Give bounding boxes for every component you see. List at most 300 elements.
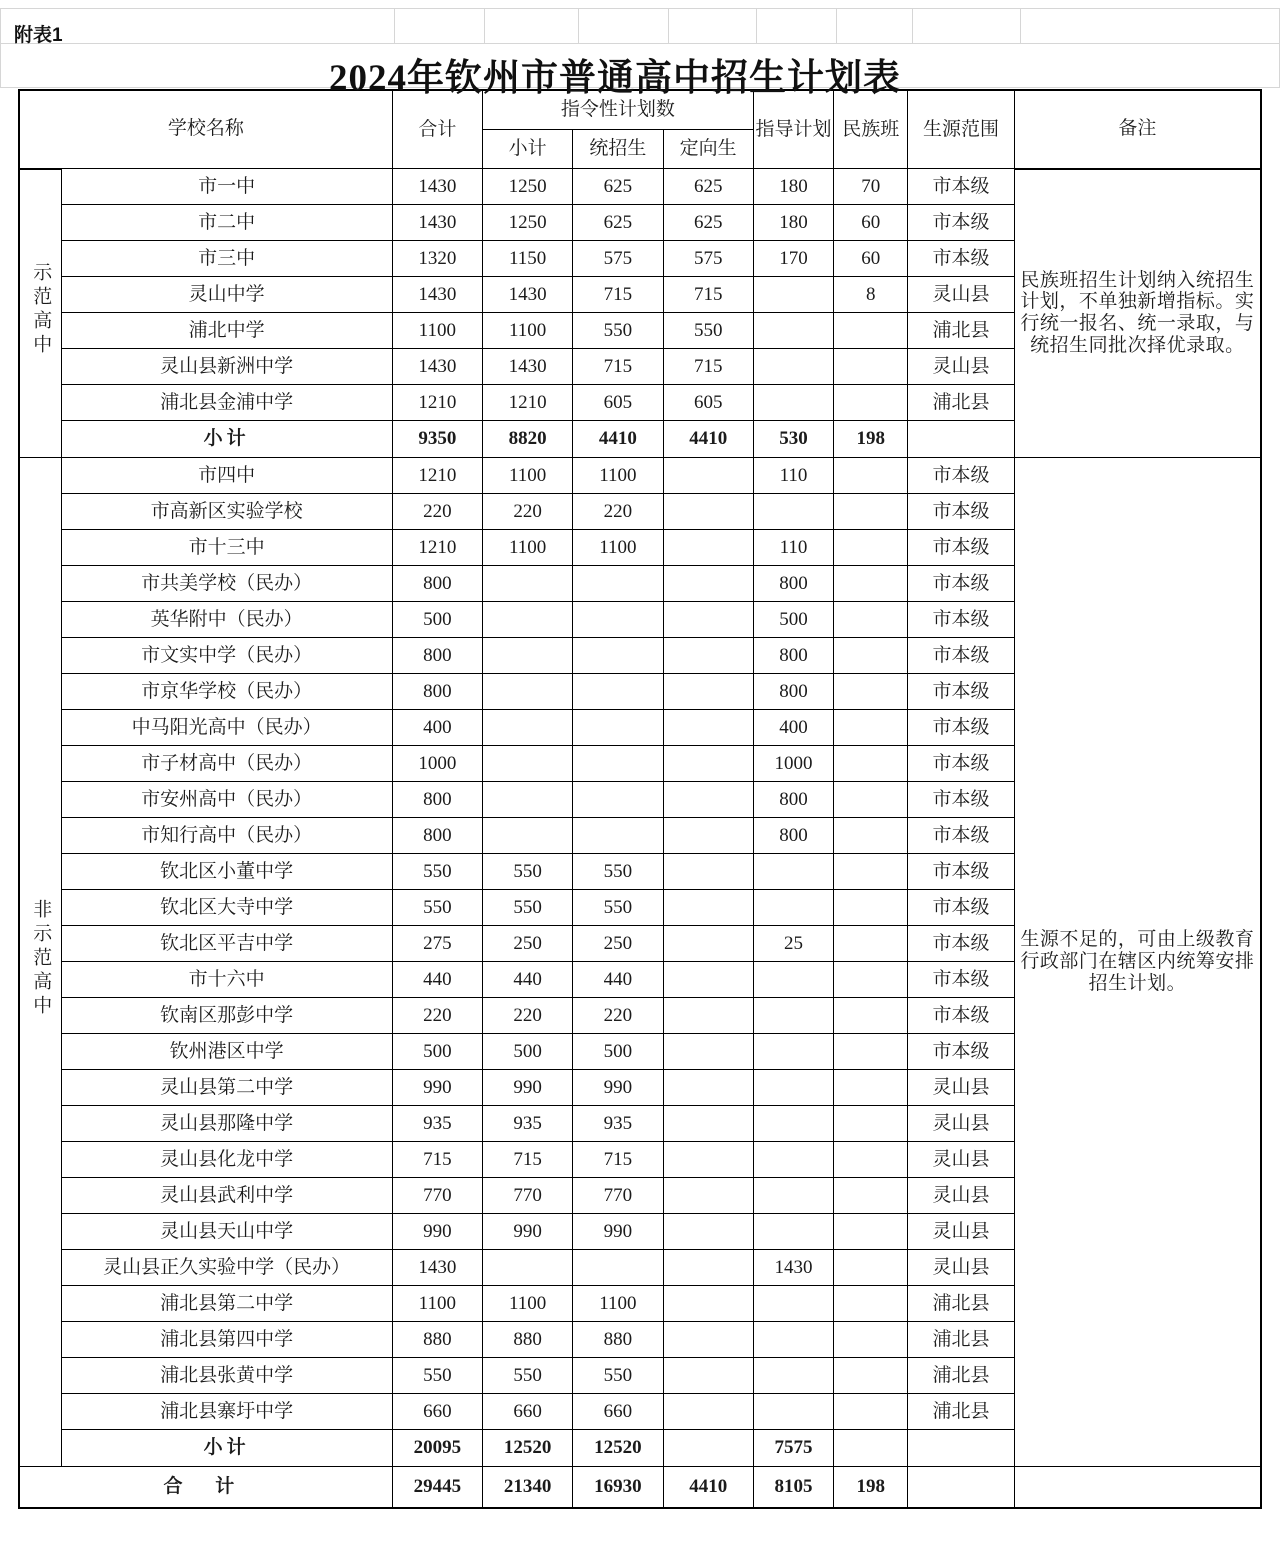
cell-total: 500 — [392, 1034, 482, 1070]
cell-ethnic — [834, 962, 908, 998]
header-unified: 统招生 — [573, 130, 663, 169]
cell-source-range: 市本级 — [908, 458, 1014, 494]
cell-total: 800 — [392, 674, 482, 710]
cell-sub — [482, 818, 572, 854]
cell-guidance — [753, 1142, 833, 1178]
cell-ethnic — [834, 782, 908, 818]
table-row — [19, 458, 1261, 494]
cell-subtotal-guidance: 7575 — [753, 1430, 833, 1467]
cell-directed: 605 — [663, 385, 753, 421]
cell-total: 1430 — [392, 1250, 482, 1286]
cell-unified — [573, 1250, 663, 1286]
cell-guidance — [753, 494, 833, 530]
cell-unified: 715 — [573, 349, 663, 385]
cell-subtotal-ethnic: 198 — [834, 421, 908, 458]
cell-school-name: 灵山县化龙中学 — [61, 1142, 392, 1178]
cell-guidance: 800 — [753, 782, 833, 818]
cell-guidance — [753, 1322, 833, 1358]
cell-ethnic — [834, 710, 908, 746]
cell-total: 770 — [392, 1178, 482, 1214]
cell-sub — [482, 782, 572, 818]
cell-ethnic: 8 — [834, 277, 908, 313]
header-mandatory-group: 指令性计划数 — [482, 90, 753, 130]
cell-unified: 1100 — [573, 458, 663, 494]
cell-directed — [663, 1358, 753, 1394]
cell-grand-total-total: 29445 — [392, 1467, 482, 1509]
cell-subtotal-guidance: 530 — [753, 421, 833, 458]
cell-sub: 715 — [482, 1142, 572, 1178]
cell-subtotal-sub: 8820 — [482, 421, 572, 458]
cell-sub: 220 — [482, 494, 572, 530]
cell-ethnic — [834, 530, 908, 566]
cell-directed — [663, 566, 753, 602]
cell-unified: 220 — [573, 998, 663, 1034]
cell-sub: 770 — [482, 1178, 572, 1214]
cell-school-name: 钦南区那彭中学 — [61, 998, 392, 1034]
cell-guidance: 500 — [753, 602, 833, 638]
cell-guidance: 1000 — [753, 746, 833, 782]
cell-subtotal-sub: 12520 — [482, 1430, 572, 1467]
header-directed: 定向生 — [663, 130, 753, 169]
cell-source-range: 浦北县 — [908, 1286, 1014, 1322]
cell-unified: 1100 — [573, 530, 663, 566]
cell-source-range: 灵山县 — [908, 349, 1014, 385]
cell-school-name: 市共美学校（民办） — [61, 566, 392, 602]
cell-source-range: 市本级 — [908, 205, 1014, 241]
cell-guidance — [753, 1358, 833, 1394]
cell-ethnic — [834, 1322, 908, 1358]
cell-unified — [573, 818, 663, 854]
header-remark: 备注 — [1014, 90, 1261, 169]
cell-guidance: 800 — [753, 818, 833, 854]
cell-source-range: 灵山县 — [908, 1250, 1014, 1286]
cell-source-range: 市本级 — [908, 638, 1014, 674]
section-label-text: 示范高中 — [30, 262, 52, 359]
cell-unified — [573, 782, 663, 818]
cell-total: 990 — [392, 1070, 482, 1106]
cell-school-name: 市四中 — [61, 458, 392, 494]
cell-guidance — [753, 962, 833, 998]
cell-sub: 250 — [482, 926, 572, 962]
cell-ethnic — [834, 1070, 908, 1106]
cell-ethnic — [834, 494, 908, 530]
cell-total: 220 — [392, 998, 482, 1034]
cell-directed — [663, 1034, 753, 1070]
cell-directed — [663, 530, 753, 566]
cell-sub — [482, 746, 572, 782]
cell-sub — [482, 638, 572, 674]
table-body — [19, 169, 1261, 1509]
cell-directed — [663, 854, 753, 890]
cell-sub: 550 — [482, 890, 572, 926]
cell-ethnic — [834, 998, 908, 1034]
cell-school-name: 灵山县第二中学 — [61, 1070, 392, 1106]
cell-total: 1430 — [392, 277, 482, 313]
cell-sub — [482, 566, 572, 602]
cell-sub: 1430 — [482, 349, 572, 385]
cell-subtotal-source-range — [908, 421, 1014, 458]
cell-school-name: 市高新区实验学校 — [61, 494, 392, 530]
cell-grand-total-unified: 16930 — [573, 1467, 663, 1509]
cell-guidance — [753, 1394, 833, 1430]
cell-unified: 440 — [573, 962, 663, 998]
cell-unified: 770 — [573, 1178, 663, 1214]
cell-total: 550 — [392, 890, 482, 926]
cell-sub — [482, 1250, 572, 1286]
cell-subtotal-directed: 4410 — [663, 421, 753, 458]
cell-school-name: 市二中 — [61, 205, 392, 241]
cell-ethnic — [834, 638, 908, 674]
cell-unified: 550 — [573, 854, 663, 890]
cell-directed — [663, 602, 753, 638]
cell-source-range: 市本级 — [908, 746, 1014, 782]
cell-directed — [663, 1322, 753, 1358]
cell-unified: 550 — [573, 313, 663, 349]
cell-guidance — [753, 1034, 833, 1070]
cell-grand-total-remark — [1014, 1467, 1261, 1509]
cell-source-range: 浦北县 — [908, 1358, 1014, 1394]
page-title: 2024年钦州市普通高中招生计划表 — [329, 58, 901, 99]
admission-plan-table — [18, 89, 1262, 1509]
cell-subtotal-unified: 4410 — [573, 421, 663, 458]
cell-total: 1100 — [392, 1286, 482, 1322]
cell-directed — [663, 998, 753, 1034]
cell-directed — [663, 494, 753, 530]
cell-guidance: 800 — [753, 566, 833, 602]
header-ethnic-class: 民族班 — [834, 90, 908, 169]
cell-grand-total-source-range — [908, 1467, 1014, 1509]
cell-school-name: 市十三中 — [61, 530, 392, 566]
cell-ethnic — [834, 458, 908, 494]
admission-plan-table-wrap — [18, 89, 1262, 1509]
cell-guidance — [753, 1106, 833, 1142]
cell-source-range: 灵山县 — [908, 1178, 1014, 1214]
cell-guidance — [753, 349, 833, 385]
cell-sub: 1250 — [482, 205, 572, 241]
cell-total: 500 — [392, 602, 482, 638]
cell-directed — [663, 962, 753, 998]
cell-source-range: 市本级 — [908, 818, 1014, 854]
cell-directed — [663, 746, 753, 782]
cell-total: 1100 — [392, 313, 482, 349]
cell-ethnic — [834, 1142, 908, 1178]
cell-directed — [663, 638, 753, 674]
cell-source-range: 市本级 — [908, 710, 1014, 746]
cell-ethnic — [834, 1178, 908, 1214]
cell-unified — [573, 746, 663, 782]
cell-sub: 500 — [482, 1034, 572, 1070]
cell-source-range: 市本级 — [908, 782, 1014, 818]
cell-directed — [663, 1070, 753, 1106]
cell-school-name: 灵山县那隆中学 — [61, 1106, 392, 1142]
cell-guidance — [753, 385, 833, 421]
cell-subtotal-ethnic — [834, 1430, 908, 1467]
cell-total: 1430 — [392, 205, 482, 241]
cell-school-name: 灵山中学 — [61, 277, 392, 313]
cell-source-range: 灵山县 — [908, 1070, 1014, 1106]
cell-directed: 625 — [663, 205, 753, 241]
cell-source-range: 市本级 — [908, 674, 1014, 710]
cell-source-range: 浦北县 — [908, 313, 1014, 349]
cell-sub: 1150 — [482, 241, 572, 277]
cell-directed — [663, 1394, 753, 1430]
cell-unified: 220 — [573, 494, 663, 530]
cell-directed: 550 — [663, 313, 753, 349]
remark-text: 民族班招生计划纳入统招生计划，不单独新增指标。实行统一报名、统一录取，与统招生同批次择优录取。 — [1020, 269, 1255, 357]
cell-sub — [482, 602, 572, 638]
cell-unified — [573, 602, 663, 638]
cell-ethnic — [834, 890, 908, 926]
cell-total: 1210 — [392, 458, 482, 494]
cell-directed: 715 — [663, 349, 753, 385]
cell-sub: 990 — [482, 1214, 572, 1250]
table-row — [19, 169, 1261, 205]
cell-total: 400 — [392, 710, 482, 746]
cell-school-name: 英华附中（民办） — [61, 602, 392, 638]
cell-ethnic: 70 — [834, 169, 908, 205]
cell-school-name: 钦北区大寺中学 — [61, 890, 392, 926]
cell-school-name: 钦北区平吉中学 — [61, 926, 392, 962]
header-total: 合计 — [392, 90, 482, 169]
cell-directed — [663, 1178, 753, 1214]
cell-guidance — [753, 854, 833, 890]
cell-unified: 935 — [573, 1106, 663, 1142]
cell-sub: 1430 — [482, 277, 572, 313]
cell-school-name: 浦北县张黄中学 — [61, 1358, 392, 1394]
cell-source-range: 市本级 — [908, 962, 1014, 998]
cell-total: 880 — [392, 1322, 482, 1358]
cell-directed — [663, 458, 753, 494]
cell-unified: 500 — [573, 1034, 663, 1070]
cell-total: 715 — [392, 1142, 482, 1178]
cell-ethnic — [834, 313, 908, 349]
cell-ethnic — [834, 602, 908, 638]
cell-directed — [663, 674, 753, 710]
cell-sub — [482, 710, 572, 746]
cell-ethnic — [834, 674, 908, 710]
cell-ethnic — [834, 926, 908, 962]
cell-sub: 1210 — [482, 385, 572, 421]
remark-text: 生源不足的，可由上级教育行政部门在辖区内统筹安排招生计划。 — [1020, 929, 1255, 994]
cell-unified: 1100 — [573, 1286, 663, 1322]
cell-guidance — [753, 1070, 833, 1106]
cell-ethnic — [834, 1214, 908, 1250]
cell-school-name: 市一中 — [61, 169, 392, 205]
cell-school-name: 市安州高中（民办） — [61, 782, 392, 818]
cell-school-name: 灵山县新洲中学 — [61, 349, 392, 385]
cell-unified: 715 — [573, 277, 663, 313]
cell-directed — [663, 926, 753, 962]
cell-source-range: 灵山县 — [908, 1214, 1014, 1250]
cell-guidance: 110 — [753, 458, 833, 494]
cell-school-name: 钦州港区中学 — [61, 1034, 392, 1070]
cell-guidance: 1430 — [753, 1250, 833, 1286]
header-guidance-plan: 指导计划 — [753, 90, 833, 169]
cell-ethnic — [834, 1034, 908, 1070]
cell-remark-section-1 — [1014, 169, 1261, 458]
cell-source-range: 市本级 — [908, 998, 1014, 1034]
cell-unified: 605 — [573, 385, 663, 421]
cell-school-name: 灵山县天山中学 — [61, 1214, 392, 1250]
header-source-range: 生源范围 — [908, 90, 1014, 169]
cell-directed — [663, 1214, 753, 1250]
cell-school-name: 浦北县第四中学 — [61, 1322, 392, 1358]
cell-subtotal-source-range — [908, 1430, 1014, 1467]
cell-total: 800 — [392, 818, 482, 854]
cell-directed: 625 — [663, 169, 753, 205]
cell-directed: 715 — [663, 277, 753, 313]
cell-sub — [482, 674, 572, 710]
cell-total: 800 — [392, 638, 482, 674]
cell-guidance — [753, 277, 833, 313]
cell-ethnic — [834, 818, 908, 854]
cell-directed — [663, 890, 753, 926]
cell-ethnic — [834, 566, 908, 602]
cell-total: 935 — [392, 1106, 482, 1142]
cell-sub: 550 — [482, 854, 572, 890]
cell-remark-section-2 — [1014, 458, 1261, 1467]
section-label-1 — [19, 169, 61, 458]
cell-unified — [573, 566, 663, 602]
cell-sub: 1250 — [482, 169, 572, 205]
cell-source-range: 市本级 — [908, 241, 1014, 277]
cell-source-range: 市本级 — [908, 926, 1014, 962]
cell-sub: 440 — [482, 962, 572, 998]
cell-guidance — [753, 1286, 833, 1322]
cell-ethnic: 60 — [834, 205, 908, 241]
cell-ethnic — [834, 1106, 908, 1142]
cell-school-name: 浦北县金浦中学 — [61, 385, 392, 421]
cell-ethnic — [834, 854, 908, 890]
cell-total: 660 — [392, 1394, 482, 1430]
cell-sub: 880 — [482, 1322, 572, 1358]
cell-unified: 990 — [573, 1070, 663, 1106]
cell-school-name: 市三中 — [61, 241, 392, 277]
cell-guidance: 180 — [753, 205, 833, 241]
cell-school-name: 市京华学校（民办） — [61, 674, 392, 710]
table-header — [19, 90, 1261, 169]
cell-source-range: 市本级 — [908, 169, 1014, 205]
cell-unified: 990 — [573, 1214, 663, 1250]
cell-total: 800 — [392, 782, 482, 818]
cell-source-range: 浦北县 — [908, 1394, 1014, 1430]
cell-school-name: 浦北县第二中学 — [61, 1286, 392, 1322]
cell-ethnic — [834, 1286, 908, 1322]
cell-directed — [663, 782, 753, 818]
cell-source-range: 市本级 — [908, 854, 1014, 890]
cell-unified: 660 — [573, 1394, 663, 1430]
cell-sub: 1100 — [482, 1286, 572, 1322]
cell-sub: 1100 — [482, 313, 572, 349]
cell-school-name: 灵山县正久实验中学（民办） — [61, 1250, 392, 1286]
cell-unified: 880 — [573, 1322, 663, 1358]
cell-school-name: 市知行高中（民办） — [61, 818, 392, 854]
cell-sub: 660 — [482, 1394, 572, 1430]
cell-guidance — [753, 890, 833, 926]
cell-subtotal-total: 20095 — [392, 1430, 482, 1467]
cell-source-range: 灵山县 — [908, 277, 1014, 313]
cell-source-range: 市本级 — [908, 602, 1014, 638]
cell-guidance: 25 — [753, 926, 833, 962]
cell-ethnic — [834, 746, 908, 782]
cell-total: 550 — [392, 854, 482, 890]
cell-ethnic — [834, 1250, 908, 1286]
cell-total: 1430 — [392, 169, 482, 205]
cell-school-name: 灵山县武利中学 — [61, 1178, 392, 1214]
cell-total: 1320 — [392, 241, 482, 277]
cell-total: 220 — [392, 494, 482, 530]
cell-total: 990 — [392, 1214, 482, 1250]
cell-guidance — [753, 1178, 833, 1214]
cell-source-range: 浦北县 — [908, 385, 1014, 421]
cell-ethnic — [834, 1358, 908, 1394]
cell-ethnic: 60 — [834, 241, 908, 277]
cell-guidance: 800 — [753, 674, 833, 710]
cell-subtotal-unified: 12520 — [573, 1430, 663, 1467]
cell-school-name: 浦北中学 — [61, 313, 392, 349]
cell-school-name: 市文实中学（民办） — [61, 638, 392, 674]
cell-ethnic — [834, 349, 908, 385]
cell-unified: 550 — [573, 1358, 663, 1394]
cell-total: 1000 — [392, 746, 482, 782]
cell-sub: 990 — [482, 1070, 572, 1106]
cell-sub: 220 — [482, 998, 572, 1034]
cell-sub: 935 — [482, 1106, 572, 1142]
table-grand-total-row — [19, 1467, 1261, 1509]
cell-guidance: 180 — [753, 169, 833, 205]
cell-source-range: 灵山县 — [908, 1106, 1014, 1142]
cell-source-range: 浦北县 — [908, 1322, 1014, 1358]
cell-source-range: 市本级 — [908, 890, 1014, 926]
section-label-2 — [19, 458, 61, 1467]
attachment-label: 附表1 — [14, 25, 63, 46]
cell-directed — [663, 1250, 753, 1286]
cell-source-range: 市本级 — [908, 566, 1014, 602]
cell-school-name: 浦北县寨圩中学 — [61, 1394, 392, 1430]
cell-unified — [573, 674, 663, 710]
cell-subtotal-label: 小计 — [61, 421, 392, 458]
cell-subtotal-directed — [663, 1430, 753, 1467]
cell-directed: 575 — [663, 241, 753, 277]
cell-grand-total-sub: 21340 — [482, 1467, 572, 1509]
cell-sub: 550 — [482, 1358, 572, 1394]
cell-source-range: 灵山县 — [908, 1142, 1014, 1178]
cell-unified: 715 — [573, 1142, 663, 1178]
cell-guidance — [753, 313, 833, 349]
cell-unified — [573, 710, 663, 746]
cell-unified — [573, 638, 663, 674]
cell-guidance — [753, 998, 833, 1034]
cell-total: 275 — [392, 926, 482, 962]
cell-subtotal-label: 小计 — [61, 1430, 392, 1467]
header-mandatory-subtotal: 小计 — [482, 130, 572, 169]
cell-unified: 575 — [573, 241, 663, 277]
cell-guidance: 800 — [753, 638, 833, 674]
cell-grand-total-guidance: 8105 — [753, 1467, 833, 1509]
section-label-text: 非示范高中 — [30, 899, 52, 1020]
cell-school-name: 市十六中 — [61, 962, 392, 998]
cell-total: 1210 — [392, 530, 482, 566]
cell-directed — [663, 1286, 753, 1322]
cell-school-name: 市子材高中（民办） — [61, 746, 392, 782]
cell-guidance: 170 — [753, 241, 833, 277]
cell-unified: 250 — [573, 926, 663, 962]
cell-source-range: 市本级 — [908, 494, 1014, 530]
cell-source-range: 市本级 — [908, 1034, 1014, 1070]
cell-total: 1430 — [392, 349, 482, 385]
header-school-name: 学校名称 — [19, 90, 392, 169]
cell-ethnic — [834, 385, 908, 421]
